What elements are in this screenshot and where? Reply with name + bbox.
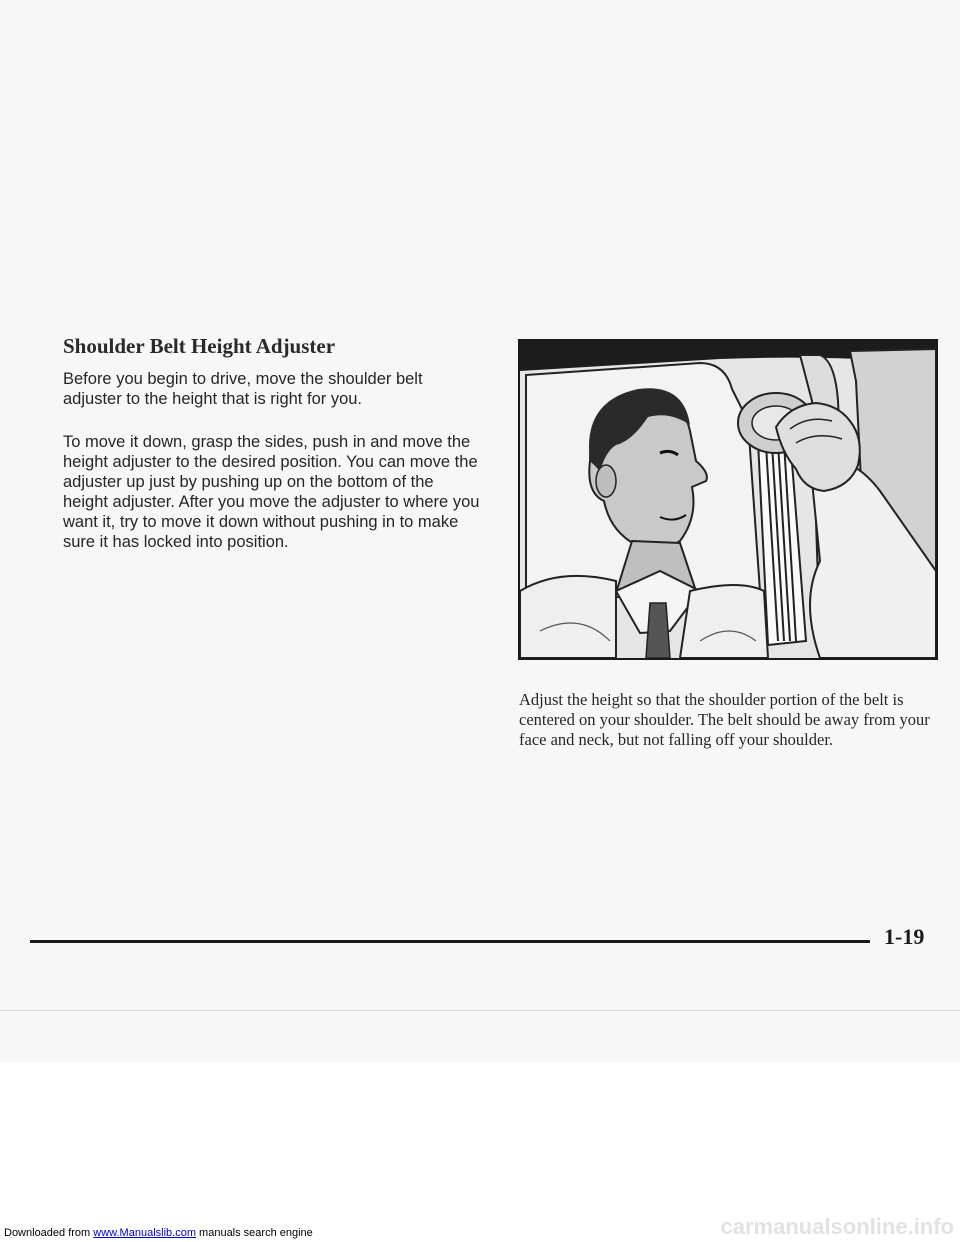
intro-paragraph: Before you begin to drive, move the shoulder belt adjuster to the height that is right for you.: [63, 370, 423, 408]
scan-edge-line: [0, 1010, 960, 1011]
page-number: 1-19: [884, 924, 925, 949]
instructions-paragraph: To move it down, grasp the sides, push in and move the height adjuster to the desired position. You can move the adjuster up just by pushing up on the bottom of the height adjuster. After you move the adjuster to where you want it, try to move it down without pushing in to make sure it has locked into position.: [63, 433, 480, 551]
figure-caption: Adjust the height so that the shoulder portion of the belt is centered on your shoulder. The belt should be away from your face and neck, but not falling off your shoulder.: [519, 690, 930, 749]
footer-rule: [30, 940, 870, 943]
download-suffix: manuals search engine: [199, 1227, 313, 1239]
section-heading: Shoulder Belt Height Adjuster: [63, 334, 336, 358]
shoulder-belt-illustration: [518, 339, 938, 660]
manualslib-link[interactable]: www.Manualslib.com: [93, 1227, 196, 1239]
person-adjusting-belt-drawing: [520, 341, 936, 658]
download-prefix: Downloaded from: [4, 1227, 91, 1239]
site-watermark: carmanualsonline.info: [720, 1214, 954, 1239]
download-note: [4, 1227, 313, 1239]
